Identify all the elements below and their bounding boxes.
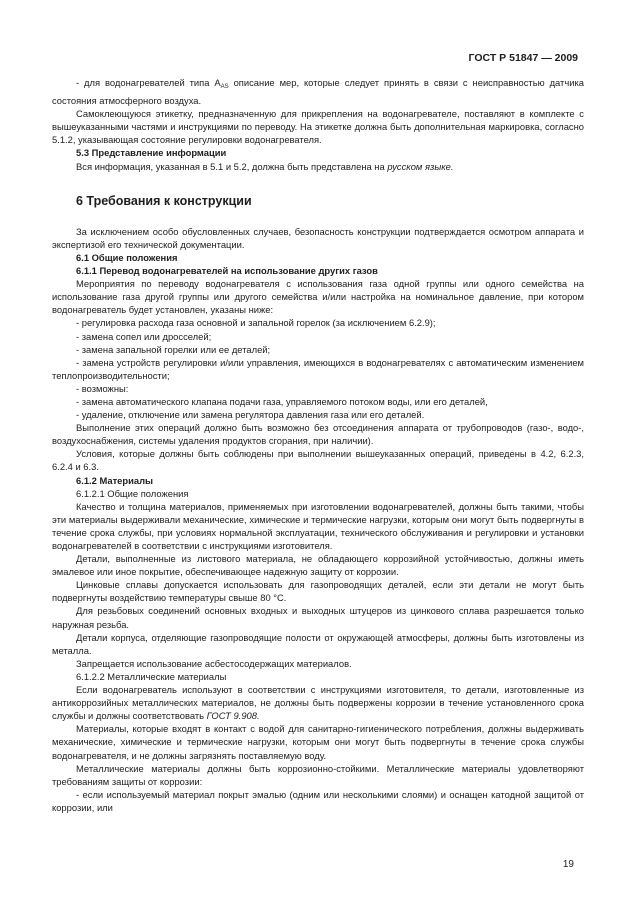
paragraph: Металлические материалы должны быть коррозионно-стойкими. Металлические материалы удовлетворяют требованиям защиты от коррозии: xyxy=(52,762,584,787)
paragraph: 6.1.2.2 Металлические материалы xyxy=(76,670,227,682)
subsection-heading: 5.3 Представление информации xyxy=(76,147,227,159)
paragraph: Качество и толщина материалов, применяемых при изготовлении водонагревателей, должны быть такими, чтобы эти материалы выдерживали механические, химические и термические нагрузки, которым они могут быть подвергнуты в течение срока службы, при условиях нормальной эксплуатации, технического обслуживания и регулировки и установки водонагревателей в соответствии с инструкциями изготовителя. xyxy=(52,500,584,551)
paragraph: Цинковые сплавы допускается использовать для газопроводящих деталей, если эти детали не могут быть подвергнуты воздействию температуры свыше 80 °С. xyxy=(52,579,584,604)
paragraph: Самоклеющуюся этикетку, предназначенную для прикрепления на водонагревателе, поставляют в комплекте с вышеуказанными частями и инструкциями по переводу. На этикетке должна быть дополнительная маркировка, согласно 5.1.2, указывающая состояние регулировки водонагревателя. xyxy=(52,108,584,146)
document-body xyxy=(52,76,584,814)
paragraph: - замена запальной горелки или ее деталей; xyxy=(76,343,271,355)
paragraph: 6.1.2.1 Общие положения xyxy=(76,487,189,499)
paragraph: - если используемый материал покрыт эмалью (одним или несколькими слоями) и оснащен катодной защитой от коррозии, или xyxy=(52,788,584,813)
subsection-heading: 6.1.2 Материалы xyxy=(76,474,154,486)
paragraph: Вся информация, указанная в 5.1 и 5.2, должна быть представлена на русском языке. xyxy=(76,160,454,172)
paragraph: - регулировка расхода газа основной и запальной горелок (за исключением 6.2.9); xyxy=(76,317,436,329)
paragraph: Для резьбовых соединений основных входных и выходных штуцеров из цинкового сплава разрешается только наружная резьба. xyxy=(52,605,584,630)
standard-header: ГОСТ Р 51847 — 2009 xyxy=(468,52,578,64)
paragraph: Материалы, которые входят в контакт с водой для санитарно-гигиенического потребления, должны выдерживать механические, химические и термические нагрузки, которым они могут быть подвергнуты в течение срока службы водонагревателя, и не должны загрязнять поставляемую воду. xyxy=(52,723,584,761)
paragraph: Выполнение этих операций должно быть возможно без отсоединения аппарата от трубопроводов (газо-, водо-, воздухоснабжения, системы удаления продуктов сгорания, при наличии). xyxy=(52,422,584,447)
subsection-heading: 6.1.1 Перевод водонагревателей на использование других газов xyxy=(76,265,378,277)
paragraph: Детали корпуса, отделяющие газопроводящие полости от окружающей атмосферы, должны быть изготовлены из металла. xyxy=(52,631,584,656)
paragraph: - удаление, отключение или замена регулятора давления газа или его деталей. xyxy=(76,409,425,421)
page-number: 19 xyxy=(562,859,574,870)
paragraph: Условия, которые должны быть соблюдены при выполнении вышеуказанных операций, приведены в 4.2, 6.2.3, 6.2.4 и 6.3. xyxy=(52,448,584,473)
paragraph: Мероприятия по переводу водонагревателя с использования газа одной группы или одного семейства на использование газа другой группы или другого семейства и/или настройка на номинальное давление, при котором водонагреватель будет установлен, указаны ниже: xyxy=(52,278,584,316)
paragraph: - возможны: xyxy=(76,382,129,394)
paragraph: - замена автоматического клапана подачи газа, управляемого потоком воды, или его деталей, xyxy=(76,395,488,407)
paragraph: Если водонагреватель используют в соответствии с инструкциями изготовителя, то детали, изготовленные из антикоррозийных металлических материалов, не должны быть подвержены коррозии в течение установленного срока службы и должны соответствовать ГОСТ 9.908. xyxy=(52,684,584,722)
paragraph: Детали, выполненные из листового материала, не обладающего коррозийной устойчивостью, должны иметь эмалевое или иное покрытие, обеспечивающее надежную защиту от коррозии. xyxy=(52,553,584,578)
section-heading: 6 Требования к конструкции xyxy=(76,193,252,208)
paragraph: Запрещается использование асбестосодержащих материалов. xyxy=(76,657,352,669)
paragraph: - замена сопел или дросселей; xyxy=(76,330,212,342)
paragraph: За исключением особо обусловленных случаев, безопасность конструкции подтверждается осмотром аппарата и экспертизой его технической документации. xyxy=(52,225,584,250)
paragraph: - замена устройств регулировки и/или управления, имеющихся в водонагревателях с автоматическим изменением теплопроизводительности; xyxy=(52,356,584,381)
subsection-heading: 6.1 Общие положения xyxy=(76,251,178,263)
paragraph: - для водонагревателей типа $A_{AS}$ описание мер, которые следует принять в связи с неисправностью датчика состояния атмосферного воздуха. xyxy=(52,77,584,107)
